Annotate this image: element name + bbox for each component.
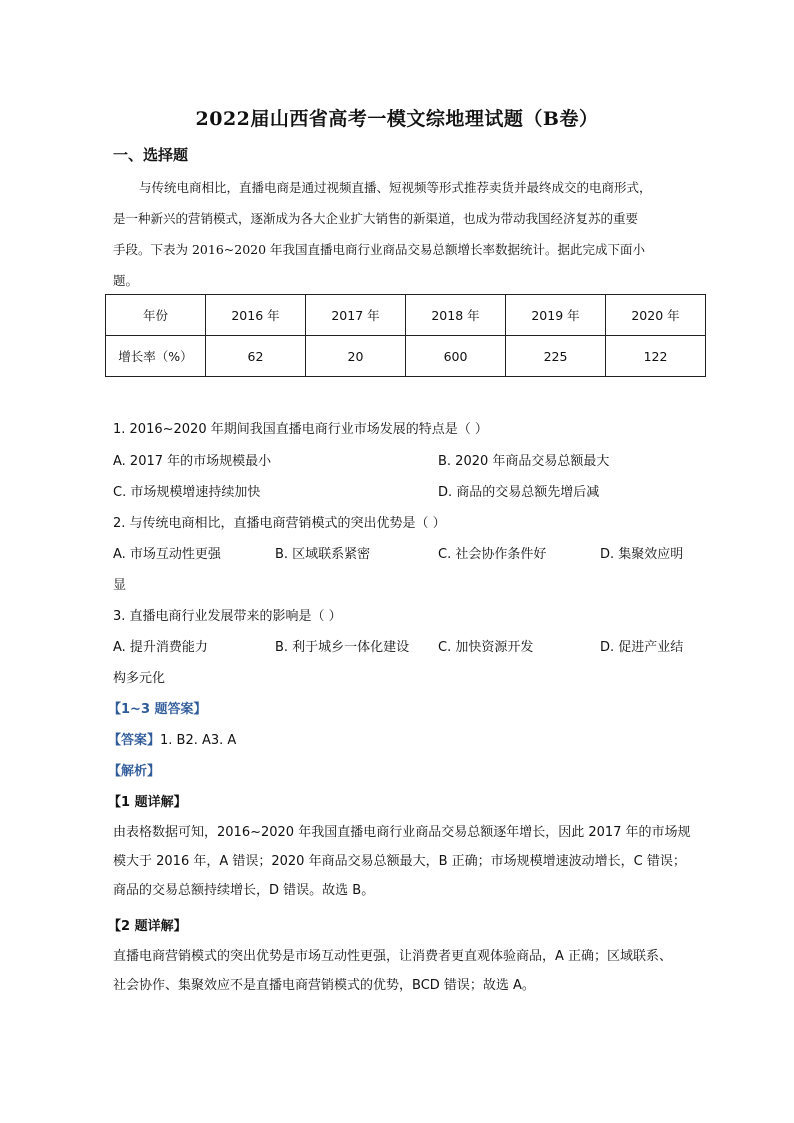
table-header-cell: 2018 年 <box>406 295 506 336</box>
question-2-option-a: A. 市场互动性更强 <box>113 547 221 562</box>
table-header-row <box>106 295 706 336</box>
table-header-cell: 2020 年 <box>606 295 706 336</box>
question-3-option-d-wrap: 构多元化 <box>113 671 166 686</box>
detail-2-line: 社会协作、集聚效应不是直播电商营销模式的优势，BCD 错误；故选 A。 <box>113 978 535 993</box>
intro-line: 是一种新兴的营销模式，逐渐成为各大企业扩大销售的新渠道，也成为带动我国经济复苏的重要 <box>113 211 639 226</box>
table-cell: 122 <box>606 336 706 377</box>
detail-1-line: 商品的交易总额持续增长，D 错误。故选 B。 <box>113 883 375 898</box>
question-1-stem: 1. 2016~2020 年期间我国直播电商行业市场发展的特点是（ ） <box>113 422 488 437</box>
question-2-option-b: B. 区域联系紧密 <box>275 547 371 562</box>
question-2-stem: 2. 与传统电商相比，直播电商营销模式的突出优势是（ ） <box>113 516 446 531</box>
table-row-label: 增长率（%） <box>106 336 206 377</box>
table-header-cell: 2016 年 <box>206 295 306 336</box>
question-2-option-d-wrap: 显 <box>113 578 127 593</box>
answer-group-label: 【1~3 题答案】 <box>108 702 207 717</box>
table-cell: 600 <box>406 336 506 377</box>
detail-1-paragraph <box>113 818 703 905</box>
table-row <box>106 336 706 377</box>
section-heading: 一、选择题 <box>113 146 189 164</box>
question-3-option-d: D. 促进产业结 <box>600 640 684 655</box>
question-1-option-c: C. 市场规模增速持续加快 <box>113 485 261 500</box>
question-1-option-b: B. 2020 年商品交易总额最大 <box>438 454 610 469</box>
intro-line: 与传统电商相比，直播电商是通过视频直播、短视频等形式推荐卖货并最终成交的电商形式， <box>139 180 652 195</box>
detail-2-paragraph <box>113 942 703 1000</box>
table-cell: 20 <box>306 336 406 377</box>
detail-2-tag: 【2 题详解】 <box>108 919 187 934</box>
table-header-cell: 年份 <box>106 295 206 336</box>
table-cell: 225 <box>506 336 606 377</box>
question-3-option-b: B. 利于城乡一体化建设 <box>275 640 410 655</box>
intro-line: 题。 <box>113 273 139 288</box>
table-header-cell: 2019 年 <box>506 295 606 336</box>
question-1-option-a: A. 2017 年的市场规模最小 <box>113 454 272 469</box>
intro-line: 手段。下表为 2016~2020 年我国直播电商行业商品交易总额增长率数据统计。据此完成下面小 <box>113 242 646 257</box>
growth-rate-table <box>105 294 706 377</box>
question-2-option-d: D. 集聚效应明 <box>600 547 684 562</box>
answer-tag: 【答案】 <box>108 733 161 748</box>
question-3-option-c: C. 加快资源开发 <box>438 640 534 655</box>
detail-1-line: 模大于 2016 年，A 错误；2020 年商品交易总额最大，B 正确；市场规模增速波动增长，C 错误； <box>113 854 686 869</box>
intro-paragraph <box>113 172 703 296</box>
question-3-option-a: A. 提升消费能力 <box>113 640 208 655</box>
question-3-stem: 3. 直播电商行业发展带来的影响是（ ） <box>113 609 342 624</box>
question-1-option-d: D. 商品的交易总额先增后减 <box>438 485 600 500</box>
detail-1-tag: 【1 题详解】 <box>108 795 187 810</box>
answer-text: 1. B2. A3. A <box>160 733 237 748</box>
detail-2-line: 直播电商营销模式的突出优势是市场互动性更强，让消费者更直观体验商品，A 正确；区域联系、 <box>113 949 673 964</box>
answer-line <box>108 729 236 748</box>
question-2-option-c: C. 社会协作条件好 <box>438 547 547 562</box>
table-header-cell: 2017 年 <box>306 295 406 336</box>
analysis-tag: 【解析】 <box>108 764 161 779</box>
detail-1-line: 由表格数据可知，2016~2020 年我国直播电商行业商品交易总额逐年增长，因此 2017 年的市场规 <box>113 825 691 840</box>
page-title: 2022届山西省高考一模文综地理试题（B卷） <box>195 108 599 130</box>
table-cell: 62 <box>206 336 306 377</box>
